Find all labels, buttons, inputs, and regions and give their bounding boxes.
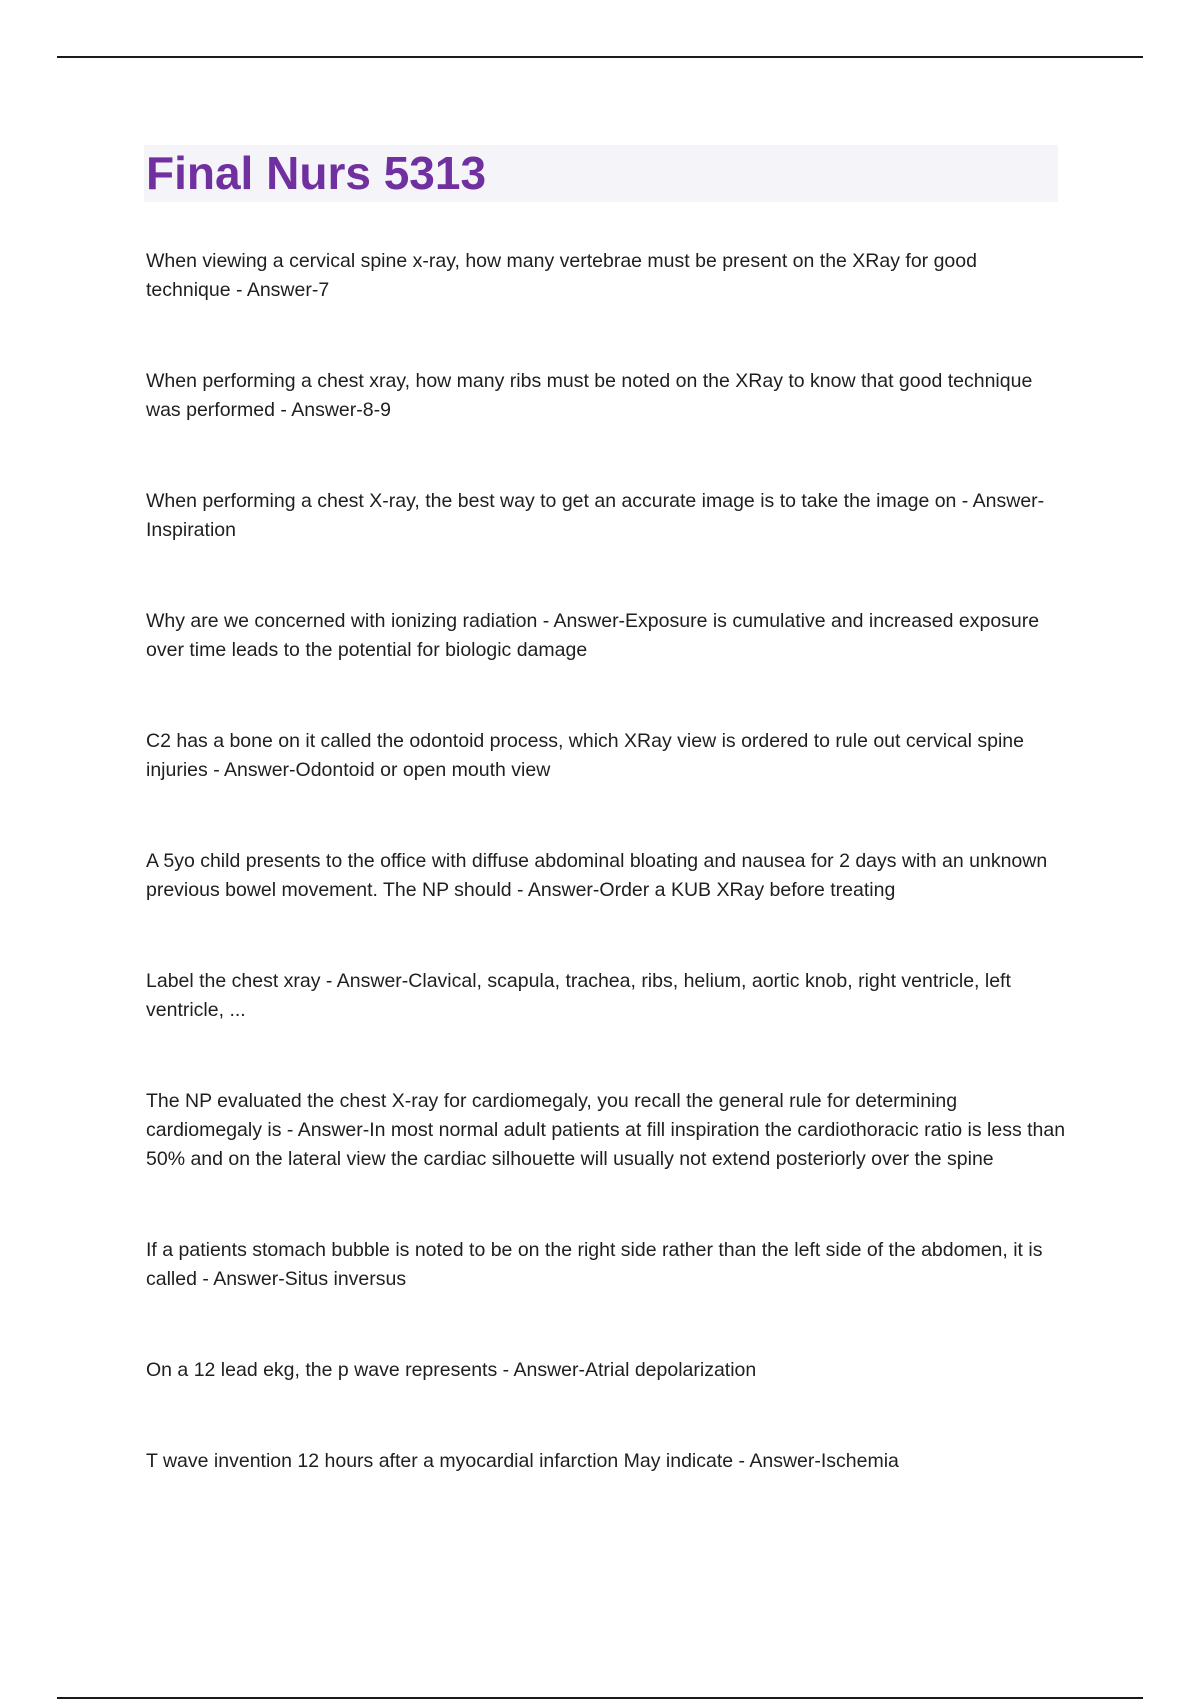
qa-item-1: When viewing a cervical spine x-ray, how many vertebrae must be present on the XRay for good technique - Answer-7: [146, 250, 977, 301]
qa-item-10: On a 12 lead ekg, the p wave represents - Answer-Atrial depolarization: [146, 1359, 757, 1381]
qa-item-8: The NP evaluated the chest X-ray for cardiomegaly, you recall the general rule for determining cardiomegaly is - Answer-In most normal adult patients at fill inspiration the cardiothoracic ratio is less than 50% and on the lateral view the cardiac silhouette will usually not extend posteriorly over the spine: [146, 1090, 1066, 1170]
qa-item-11: T wave invention 12 hours after a myocardial infarction May indicate - Answer-Ischemia: [146, 1450, 899, 1472]
bottom-divider: [57, 1697, 1143, 1699]
qa-item-3: When performing a chest X-ray, the best way to get an accurate image is to take the image on - Answer-Inspiration: [146, 490, 1045, 541]
qa-item-5: C2 has a bone on it called the odontoid process, which XRay view is ordered to rule out cervical spine injuries - Answer-Odontoid or open mouth view: [146, 730, 1024, 781]
qa-item-7: Label the chest xray - Answer-Clavical, scapula, trachea, ribs, helium, aortic knob, right ventricle, left ventricle, ...: [146, 970, 1011, 1021]
top-divider: [57, 56, 1143, 58]
qa-item-2: When performing a chest xray, how many ribs must be noted on the XRay to know that good technique was performed - Answer-8-9: [146, 370, 1033, 421]
qa-list: [146, 247, 1066, 1476]
qa-item-6: A 5yo child presents to the office with diffuse abdominal bloating and nausea for 2 days with an unknown previous bowel movement. The NP should - Answer-Order a KUB XRay before treating: [146, 850, 1048, 901]
qa-item-9: If a patients stomach bubble is noted to be on the right side rather than the left side of the abdomen, it is called - Answer-Situs inversus: [146, 1239, 1043, 1290]
qa-item-4: Why are we concerned with ionizing radiation - Answer-Exposure is cumulative and increased exposure over time leads to the potential for biologic damage: [146, 610, 1040, 661]
document-title: Final Nurs 5313: [146, 147, 487, 199]
